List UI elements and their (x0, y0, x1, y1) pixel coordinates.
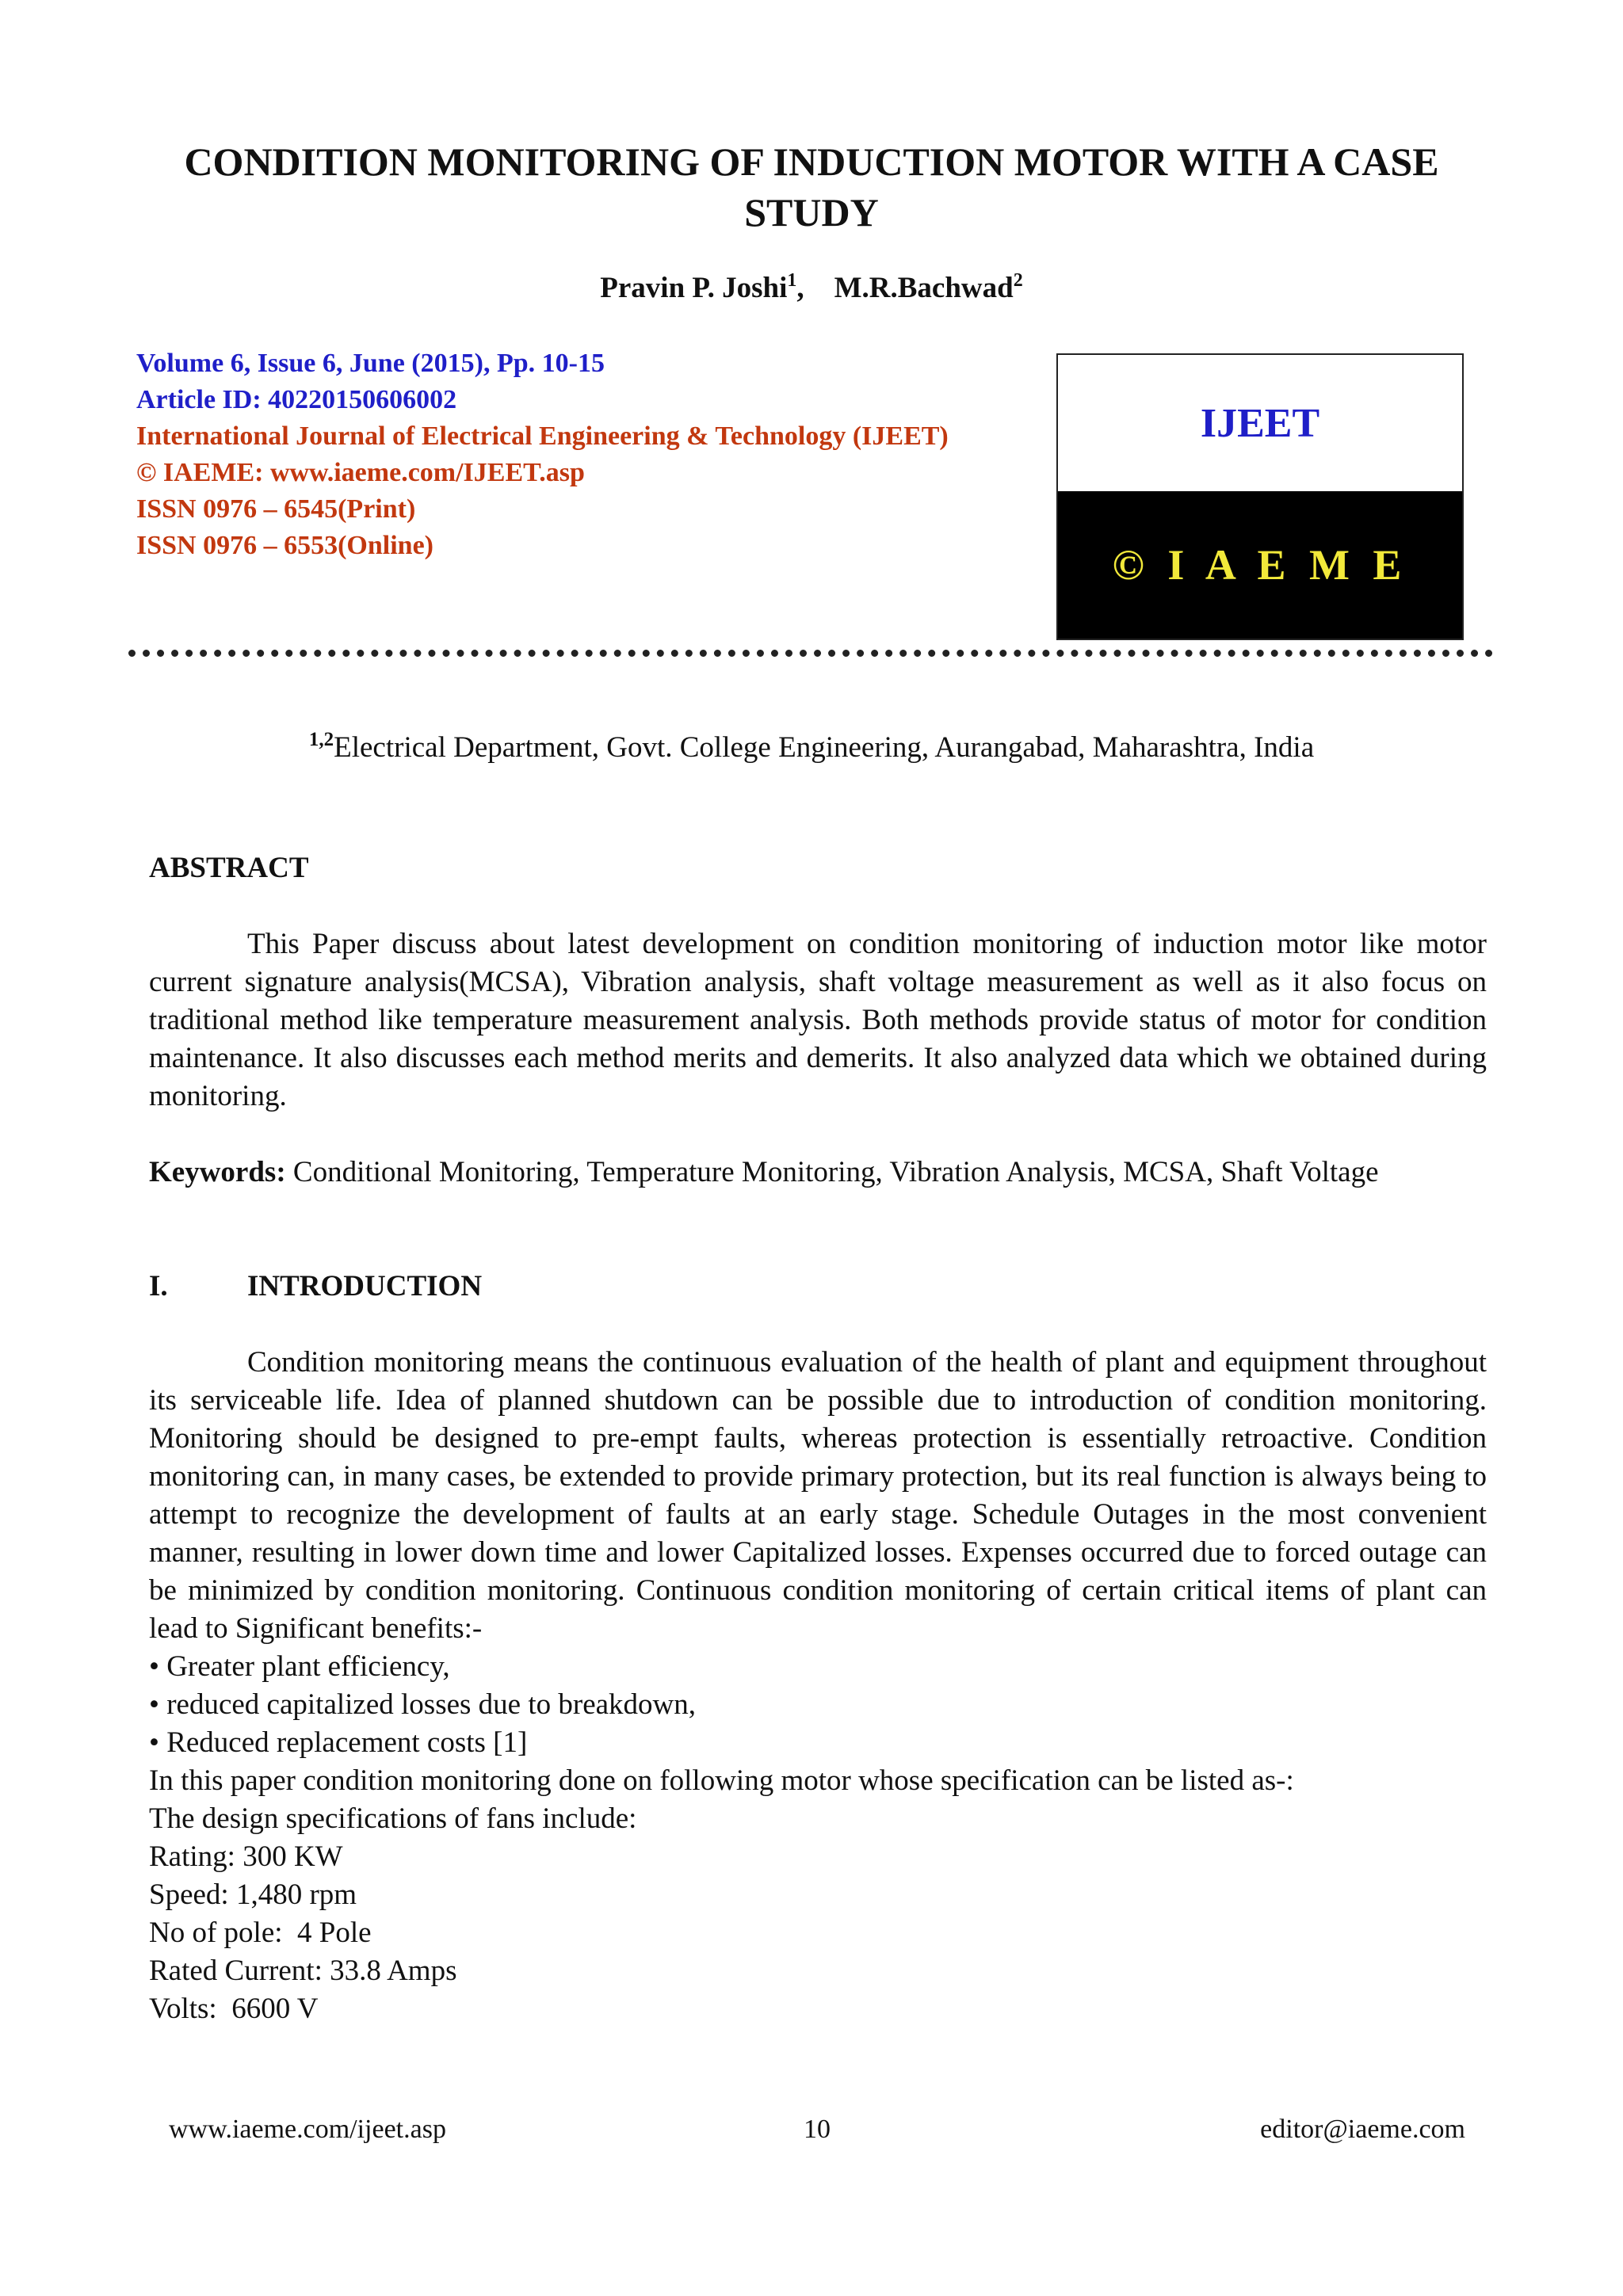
affiliation-superscript: 1,2 (308, 729, 334, 750)
spec-line: No of pole: 4 Pole (149, 1917, 372, 1949)
spec-line: Rating: 300 KW (149, 1840, 343, 1873)
introduction-section (149, 1268, 1487, 2028)
affiliation-text: Electrical Department, Govt. College Engineering, Aurangabad, Maharashtra, India (334, 731, 1315, 764)
author-superscript: 2 (1013, 270, 1023, 291)
author-separator: , (796, 272, 804, 304)
article-id-line: Article ID: 40220150606002 (136, 385, 457, 414)
spec-line: Speed: 1,480 rpm (149, 1878, 357, 1911)
abstract-section (149, 849, 1487, 1192)
logo-bottom-text: © I A E M E (1058, 491, 1462, 639)
spec-line: Rated Current: 33.8 Amps (149, 1955, 457, 1987)
logo-top-text: IJEET (1200, 400, 1320, 446)
dotted-divider (128, 650, 1493, 657)
affiliation-line (0, 729, 1623, 767)
paper-title: CONDITION MONITORING OF INDUCTION MOTOR WITH A CASE STUDY (184, 139, 1439, 235)
abstract-heading: ABSTRACT (149, 852, 309, 884)
bullet-item: • Greater plant efficiency, (149, 1650, 450, 1683)
keywords-paragraph (149, 1154, 1487, 1192)
bullet-item: • reduced capitalized losses due to breakdown, (149, 1688, 697, 1721)
publication-meta (136, 345, 1056, 564)
journal-name-line: International Journal of Electrical Engineering & Technology (IJEET) (136, 421, 949, 451)
footer-website: www.iaeme.com/ijeet.asp (169, 2115, 446, 2144)
spec-line: The design specifications of fans include: (149, 1802, 637, 1835)
author-superscript: 1 (787, 270, 797, 291)
volume-line: Volume 6, Issue 6, June (2015), Pp. 10-15 (136, 349, 605, 378)
keywords-text: Conditional Monitoring, Temperature Monitoring, Vibration Analysis, MCSA, Shaft Voltage (292, 1156, 1379, 1188)
author-name: Pravin P. Joshi (600, 272, 788, 304)
section-title: INTRODUCTION (247, 1270, 483, 1302)
spec-line: Volts: 6600 V (149, 1993, 319, 2025)
issn-print-line: ISSN 0976 – 6545(Print) (136, 494, 416, 524)
introduction-paragraph: Condition monitoring means the continuous evaluation of the health of plant and equipment throughout its serviceable life. Idea of planned shutdown can be possible due to introduction of condition monitoring. Monitoring should be designed to pre-empt faults, whereas protection is essentially retroactive. Condition monitoring can, in many cases, be extended to provide primary protection, but its real function is always being to attempt to recognize the development of faults at an early stage. Schedule Outages in the most convenient manner, resulting in lower down time and lower Capitalized losses. Expenses occurred due to forced outage can be minimized by condition monitoring. Continuous condition monitoring of certain critical items of plant can lead to Significant benefits:- (149, 1346, 1487, 1645)
introduction-heading (149, 1268, 1487, 1306)
journal-logo (1056, 353, 1464, 640)
copyright-line: © IAEME: www.iaeme.com/IJEET.asp (136, 458, 585, 487)
keywords-label: Keywords: (149, 1156, 286, 1188)
author-line (0, 269, 1623, 307)
bullet-item: • Reduced replacement costs [1] (149, 1726, 528, 1759)
section-number: I. (149, 1270, 168, 1302)
footer-email: editor@iaeme.com (1260, 2115, 1465, 2144)
motor-intro-text: In this paper condition monitoring done on following motor whose specification can be listed as-: (149, 1764, 1294, 1797)
abstract-text: This Paper discuss about latest development on condition monitoring of induction motor like motor current signature analysis(MCSA), Vibration analysis, shaft voltage measurement as well as it also focus on traditional method like temperature measurement analysis. Both methods provide status of motor for condition maintenance. It also discusses each method merits and demerits. It also analyzed data which we obtained during monitoring. (149, 928, 1487, 1112)
author-name: M.R.Bachwad (834, 272, 1014, 304)
page-number: 10 (804, 2115, 831, 2144)
issn-online-line: ISSN 0976 – 6553(Online) (136, 531, 433, 560)
